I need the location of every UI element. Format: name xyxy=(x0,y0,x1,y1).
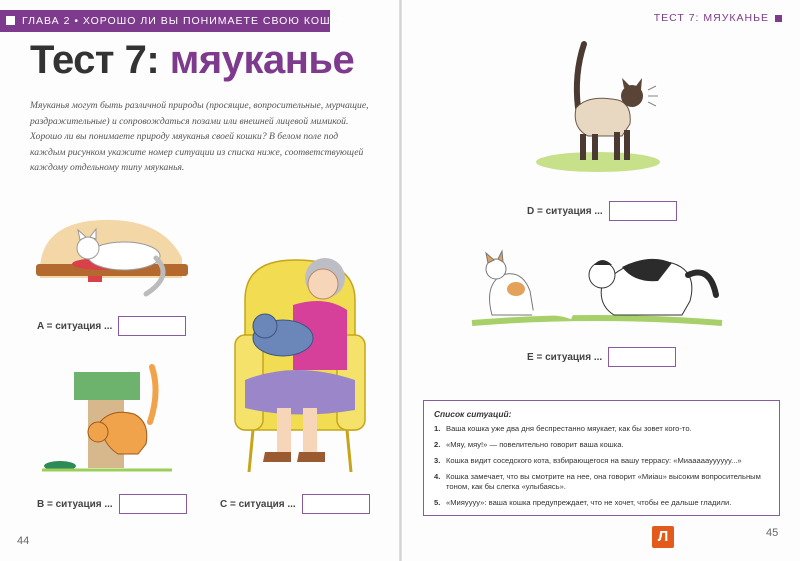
answer-box-d[interactable] xyxy=(609,201,677,221)
label-c xyxy=(220,494,370,514)
label-a xyxy=(37,316,186,336)
situations-box xyxy=(423,400,780,516)
label-b-text: B = ситуация ... xyxy=(37,498,113,510)
answer-box-e[interactable] xyxy=(608,347,676,367)
situation-number: 2. xyxy=(434,440,441,449)
situation-text: Кошка видит соседского кота, взбирающегося на вашу террасу: «Миааааауууууу...» xyxy=(446,456,742,465)
situation-number: 4. xyxy=(434,472,441,481)
situation-text: Кошка замечает, что вы смотрите на нее, она говорит «Миiau» высоким вопросительным тоном, как бы слегка «улыбаясь». xyxy=(446,472,761,491)
page-number-left: 44 xyxy=(17,535,30,547)
label-c-text: C = ситуация ... xyxy=(220,498,296,510)
page-title xyxy=(30,38,354,83)
answer-box-a[interactable] xyxy=(118,316,186,336)
cat-sleeping-illustration xyxy=(32,218,192,303)
label-e xyxy=(527,347,676,367)
label-a-text: A = ситуация ... xyxy=(37,320,113,332)
page-number-right: 45 xyxy=(766,527,779,539)
situation-item xyxy=(434,472,769,492)
test-header-text: ТЕСТ 7: МЯУКАНЬЕ xyxy=(653,12,769,24)
label-d xyxy=(527,201,677,221)
situation-number: 1. xyxy=(434,424,441,433)
test-header xyxy=(654,12,782,24)
title-highlight: мяуканье xyxy=(169,38,355,82)
situation-item xyxy=(434,424,769,434)
publisher-logo: Л xyxy=(652,526,674,548)
header-square-icon xyxy=(6,16,15,25)
situations-heading: Список ситуаций: xyxy=(434,409,512,419)
label-e-text: E = ситуация ... xyxy=(527,351,603,363)
siamese-cat-illustration xyxy=(528,38,678,180)
intro-paragraph: Мяуканья могут быть различной природы (просящие, вопросительные, мурчащие, раздражительные) и сопровождаться позами или внешней лицевой мимикой. Хорошо ли вы понимаете природу мяуканья своей кошки? В белом поле под каждым рисунком укажите номер ситуации из списка ниже, соответствующей каждому отдельному типу мяуканья. xyxy=(30,100,369,173)
situation-text: Ваша кошка уже два дня беспрестанно мяукает, как бы зовет кого-то. xyxy=(446,424,692,433)
two-cats-illustration xyxy=(472,245,722,330)
label-b xyxy=(37,494,187,514)
header-square-icon xyxy=(775,15,782,22)
title-prefix: Тест 7: xyxy=(30,38,170,82)
situation-item xyxy=(434,440,769,450)
situation-item xyxy=(434,498,769,508)
woman-with-cat-illustration xyxy=(205,240,370,480)
situation-text: «Мяу, мяу!» — повелительно говорит ваша кошка. xyxy=(446,440,624,449)
chapter-header xyxy=(0,10,353,32)
book-spine xyxy=(399,0,402,561)
label-d-text: D = ситуация ... xyxy=(527,205,603,217)
situation-number: 3. xyxy=(434,456,441,465)
answer-box-c[interactable] xyxy=(302,494,370,514)
cat-scratching-illustration xyxy=(42,362,172,477)
situation-number: 5. xyxy=(434,498,441,507)
situation-text: «Мияуууу»: ваша кошка предупреждает, что не хочет, чтобы ее дальше гладили. xyxy=(446,498,732,507)
chapter-header-text: ГЛАВА 2 • ХОРОШО ЛИ ВЫ ПОНИМАЕТЕ СВОЮ КОШКУ? xyxy=(22,15,353,27)
answer-box-b[interactable] xyxy=(119,494,187,514)
situation-item xyxy=(434,456,769,466)
